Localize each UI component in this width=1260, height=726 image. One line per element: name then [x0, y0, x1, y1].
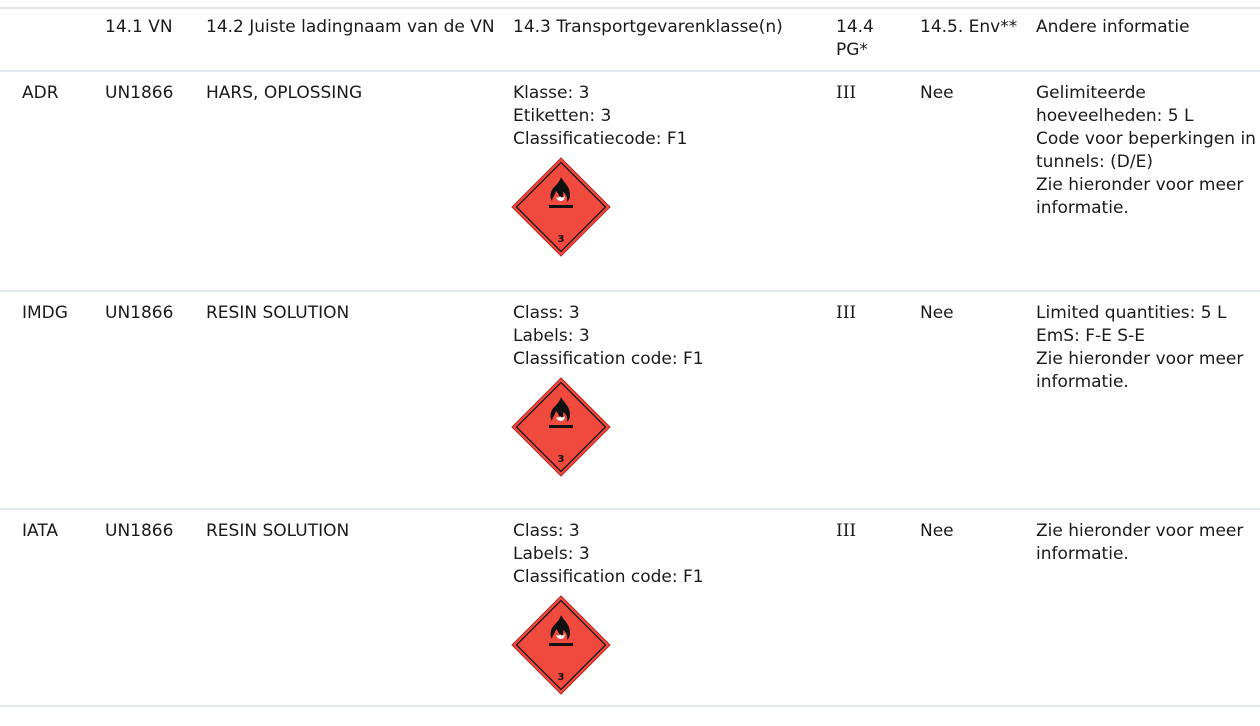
header-mode — [0, 8, 96, 71]
class-line: Klasse: 3 — [513, 83, 590, 103]
class-line: Etiketten: 3 — [513, 106, 612, 126]
class-line: Labels: 3 — [513, 326, 590, 346]
transport-mode: IATA — [22, 521, 59, 541]
other-info-cell — [1027, 509, 1260, 706]
other-info-line: Zie hieronder voor meer informatie. — [1036, 521, 1244, 564]
table-row — [0, 509, 1260, 706]
placard-class-number: 3 — [557, 672, 565, 683]
header-hazard-class: 14.3 Transportgevarenklasse(n) — [513, 17, 783, 37]
transport-mode: ADR — [22, 83, 59, 103]
hazard-class-cell — [504, 71, 827, 291]
other-info-cell — [1027, 71, 1260, 291]
shipping-name: RESIN SOLUTION — [206, 303, 350, 323]
environment-hazard: Nee — [920, 303, 954, 323]
class-line: Class: 3 — [513, 521, 580, 541]
environment-hazard: Nee — [920, 521, 954, 541]
packing-group: III — [836, 303, 857, 323]
flammable-liquid-placard-icon — [511, 595, 611, 695]
other-info-line: Limited quantities: 5 L — [1036, 303, 1227, 323]
class-line: Labels: 3 — [513, 544, 590, 564]
un-number: UN1866 — [105, 303, 174, 323]
table-header-row — [0, 8, 1260, 71]
placard-class-number: 3 — [557, 234, 565, 245]
packing-group: III — [836, 83, 857, 103]
class-line: Classificatiecode: F1 — [513, 129, 688, 149]
other-info-cell — [1027, 291, 1260, 509]
packing-group: III — [836, 521, 857, 541]
transport-mode: IMDG — [22, 303, 68, 323]
other-info-line: Zie hieronder voor meer informatie. — [1036, 349, 1244, 392]
hazard-class-cell — [504, 509, 827, 706]
other-info-line: EmS: F-E S-E — [1036, 326, 1145, 346]
header-packing-group: 14.4 PG* — [836, 17, 874, 60]
table-row — [0, 71, 1260, 291]
class-line: Classification code: F1 — [513, 567, 704, 587]
header-environment: 14.5. Env** — [920, 17, 1018, 37]
shipping-name: HARS, OPLOSSING — [206, 83, 363, 103]
class-line: Class: 3 — [513, 303, 580, 323]
other-info-line: Code voor beperkingen in tunnels: (D/E) — [1036, 129, 1256, 172]
header-shipping-name: 14.2 Juiste ladingnaam van de VN — [206, 17, 495, 37]
header-un-number: 14.1 VN — [105, 17, 173, 37]
other-info-line: Zie hieronder voor meer informatie. — [1036, 175, 1244, 218]
flammable-liquid-placard-icon — [511, 157, 611, 257]
other-info-line: Gelimiteerde hoeveelheden: 5 L — [1036, 83, 1194, 126]
header-other-info: Andere informatie — [1036, 17, 1190, 37]
placard-class-number: 3 — [557, 454, 565, 465]
hazard-class-cell — [504, 291, 827, 509]
un-number: UN1866 — [105, 83, 174, 103]
transport-info-table — [0, 7, 1260, 707]
environment-hazard: Nee — [920, 83, 954, 103]
class-line: Classification code: F1 — [513, 349, 704, 369]
flammable-liquid-placard-icon — [511, 377, 611, 477]
shipping-name: RESIN SOLUTION — [206, 521, 350, 541]
un-number: UN1866 — [105, 521, 174, 541]
table-row — [0, 291, 1260, 509]
